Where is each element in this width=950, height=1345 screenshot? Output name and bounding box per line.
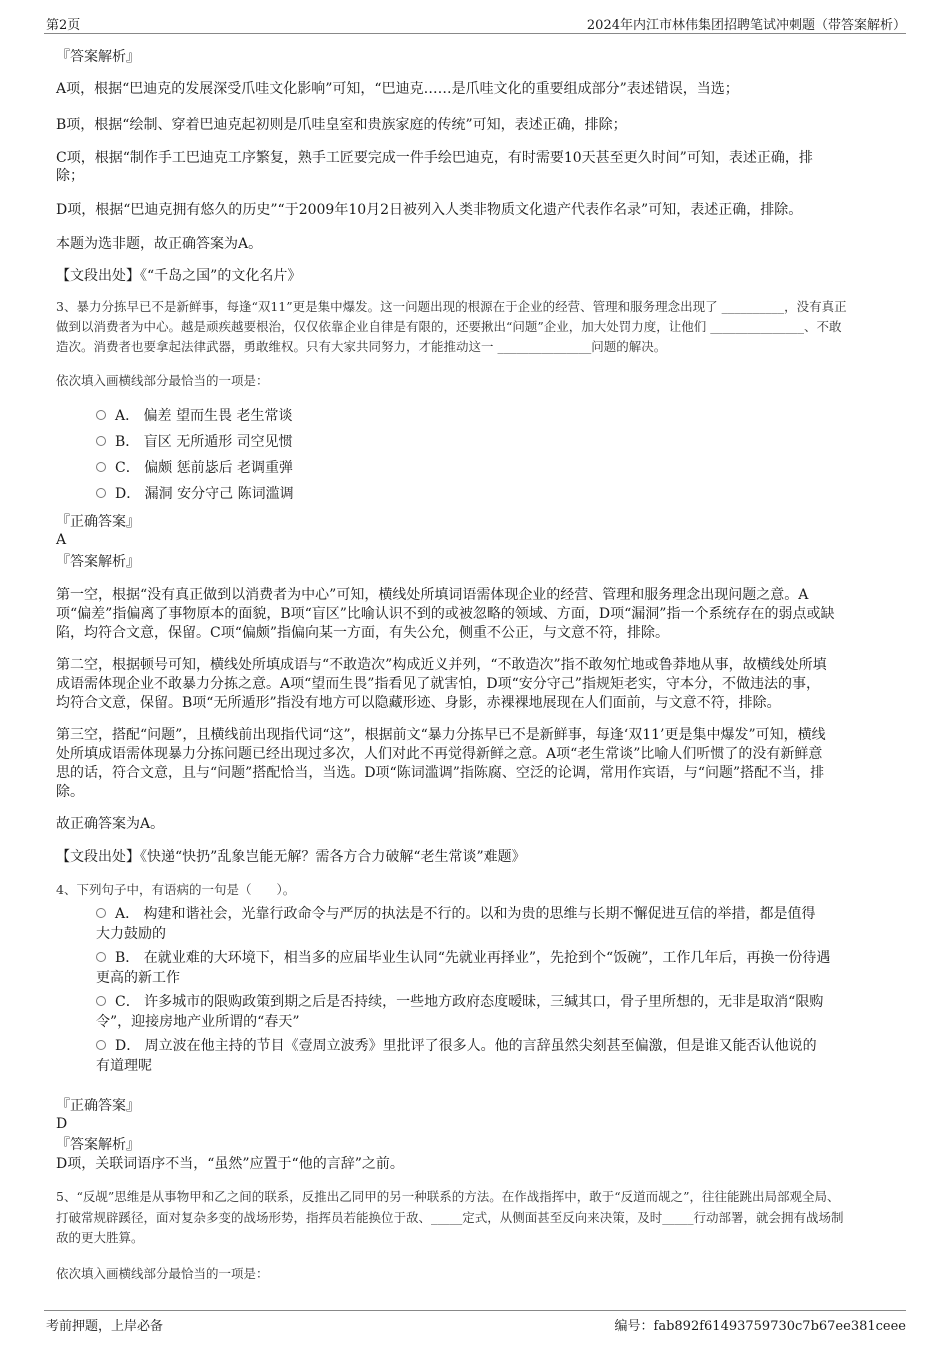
radio-icon[interactable]	[96, 410, 106, 420]
q3-correct-answer: A	[56, 532, 67, 548]
footer-divider	[44, 1310, 906, 1311]
radio-icon[interactable]	[96, 462, 106, 472]
q3-analysis-p1-l3: 陷，均符合文意，保留。C项“偏颇”指偏向某一方面，有失公允，侧重不公正，与文意不符，排除。	[56, 625, 670, 641]
q3-analysis-p1-l2: 项“偏差”指偏离了事物原本的面貌，B项“盲区”比喻认识不到的或被忽略的领域、方面，D项“漏洞”指一个系统存在的弱点或缺	[56, 606, 835, 622]
q3-analysis-p3-l3: 思的话，符合文意，且与“问题”搭配恰当，当选。D项“陈词滥调”指陈腐、空泛的论调，常用作宾语，与“问题”搭配不当，排	[56, 765, 825, 781]
q4-option-b[interactable]: B． 在就业难的大环境下，相当多的应届毕业生认同“先就业再择业”，先抢到个“饭碗”，工作几年后，再换一份待遇 更高的新工作	[96, 950, 831, 986]
radio-icon[interactable]	[96, 908, 106, 918]
q2-analysis-c-line2: 除；	[56, 168, 84, 184]
q2-analysis-label: 『答案解析』	[56, 49, 140, 65]
q5-stem-line3: 敌的更大胜算。	[56, 1230, 144, 1245]
q3-analysis-p3-l2: 处所填成语需体现暴力分拣问题已经出现过多次，人们对此不再觉得新鲜之意。A项“老生常谈”比喻人们听惯了的没有新鲜意	[56, 746, 823, 762]
q5-stem-line2: 打破常规辟蹊径，面对复杂多变的战场形势，指挥员若能换位于敌、_____定式，从侧面甚至反向来决策，及时_____行动部署，就会拥有战场制	[56, 1210, 844, 1225]
radio-icon[interactable]	[96, 488, 106, 498]
q2-analysis-a: A项，根据“巴迪克的发展深受爪哇文化影响”可知，“巴迪克……是爪哇文化的重要组成部分”表述错误，当选；	[56, 81, 739, 97]
q3-option-b[interactable]: B． 盲区 无所遁形 司空见惯	[96, 432, 896, 452]
header-divider	[44, 33, 906, 34]
q3-analysis-p1-l1: 第一空，根据“没有真正做到以消费者为中心”可知，横线处所填词语需体现企业的经营、管理和服务理念出现问题之意。A	[56, 587, 809, 603]
q3-analysis-label: 『答案解析』	[56, 554, 140, 570]
q3-stem-line2: 做到以消费者为中心。越是顽疾越要根治，仅仅依靠企业自律是有限的，还要揪出“问题”企业，加大处罚力度，让他们 _______________、不敢	[56, 319, 842, 334]
q4-option-a[interactable]: A． 构建和谐社会，光靠行政命令与严厉的执法是不行的。以和为贵的思维与长期不懈促进互信的举措，都是值得 大力鼓励的	[96, 906, 816, 942]
footer-slogan: 考前押题，上岸必备	[46, 1319, 164, 1334]
q4-correct-label: 『正确答案』	[56, 1098, 140, 1114]
q4-option-d[interactable]: D． 周立波在他主持的节目《壹周立波秀》里批评了很多人。他的言辞虽然尖刻甚至偏激，但是谁又能否认他说的 有道理呢	[96, 1038, 817, 1074]
q2-analysis-d: D项，根据“巴迪克拥有悠久的历史”“于2009年10月2日被列入人类非物质文化遗产代表作名录”可知，表述正确，排除。	[56, 202, 803, 218]
q5-stem-line1: 5、“反觇”思维是从事物甲和乙之间的联系，反推出乙同甲的另一种联系的方法。在作战指挥中，敢于“反道而觇之”，往往能跳出局部观全局、	[56, 1189, 840, 1204]
q3-analysis-p2-l3: 均符合文意，保留。B项“无所遁形”指没有地方可以隐藏形迹、身影，赤裸裸地展现在人们面前，与文意不符，排除。	[56, 695, 781, 711]
q3-analysis-p3-l1: 第三空，搭配“问题”，且横线前出现指代词“这”，根据前文“暴力分拣早已不是新鲜事，每逢‘双11’更是集中爆发”可知，横线	[56, 727, 826, 743]
page-header	[0, 0, 950, 34]
q3-source: 【文段出处】《快递“快扔”乱象岂能无解？需各方合力破解“老生常谈”难题》	[56, 849, 526, 865]
document-id: 编号：fab892f61493759730c7b67ee381ceee	[614, 1319, 906, 1334]
q3-prompt: 依次填入画横线部分最恰当的一项是：	[56, 373, 269, 388]
q3-option-a[interactable]: A． 偏差 望而生畏 老生常谈	[96, 406, 896, 426]
q4-option-c[interactable]: C． 许多城市的限购政策到期之后是否持续，一些地方政府态度暧昧，三缄其口，骨子里所想的，无非是取消“限购 令”，迎接房地产业所谓的“春天”	[96, 994, 824, 1030]
radio-icon[interactable]	[96, 952, 106, 962]
radio-icon[interactable]	[96, 436, 106, 446]
q3-conclusion: 故正确答案为A。	[56, 816, 165, 832]
q3-analysis-p2-l2: 成语需体现企业不敢暴力分拣之意。A项“望而生畏”指看见了就害怕，D项“安分守己”指规矩老实，守本分，不做违法的事，	[56, 676, 820, 692]
q3-analysis-p3-l4: 除。	[56, 784, 84, 800]
q3-stem-line3: 造次。消费者也要拿起法律武器，勇敢维权。只有大家共同努力，才能推动这一 _______________问题的解决。	[56, 339, 667, 354]
q2-source: 【文段出处】《“千岛之国”的文化名片》	[56, 268, 302, 284]
q3-analysis-p2-l1: 第二空，根据顿号可知，横线处所填成语与“不敢造次”构成近义并列，“不敢造次”指不敢匆忙地或鲁莽地从事，故横线处所填	[56, 657, 827, 673]
q3-option-c[interactable]: C． 偏颇 惩前毖后 老调重弹	[96, 458, 896, 478]
q3-correct-label: 『正确答案』	[56, 514, 140, 530]
q4-correct-answer: D	[56, 1116, 68, 1132]
radio-icon[interactable]	[96, 996, 106, 1006]
q2-analysis-c-line1: C项，根据“制作手工巴迪克工序繁复，熟手工匠要完成一件手绘巴迪克，有时需要10天甚至更久时间”可知，表述正确，排	[56, 150, 813, 166]
q2-analysis-b: B项，根据“绘制、穿着巴迪克起初则是爪哇皇室和贵族家庭的传统”可知，表述正确，排除；	[56, 117, 627, 133]
page-number: 第2页	[46, 18, 81, 33]
q4-analysis-label: 『答案解析』	[56, 1137, 140, 1153]
radio-icon[interactable]	[96, 1040, 106, 1050]
q3-stem-line1: 3、暴力分拣早已不是新鲜事，每逢“双11”更是集中爆发。这一问题出现的根源在于企业的经营、管理和服务理念出现了 __________，没有真正	[56, 299, 847, 314]
q4-stem: 4、下列句子中，有语病的一句是（ ）。	[56, 882, 296, 897]
q4-analysis: D项，关联词语序不当，“虽然”应置于“他的言辞”之前。	[56, 1156, 404, 1172]
q2-conclusion: 本题为选非题，故正确答案为A。	[56, 236, 263, 252]
q3-option-d[interactable]: D． 漏洞 安分守己 陈词滥调	[96, 484, 896, 504]
q5-prompt: 依次填入画横线部分最恰当的一项是：	[56, 1266, 269, 1281]
document-title: 2024年内江市林伟集团招聘笔试冲刺题（带答案解析）	[586, 18, 906, 33]
